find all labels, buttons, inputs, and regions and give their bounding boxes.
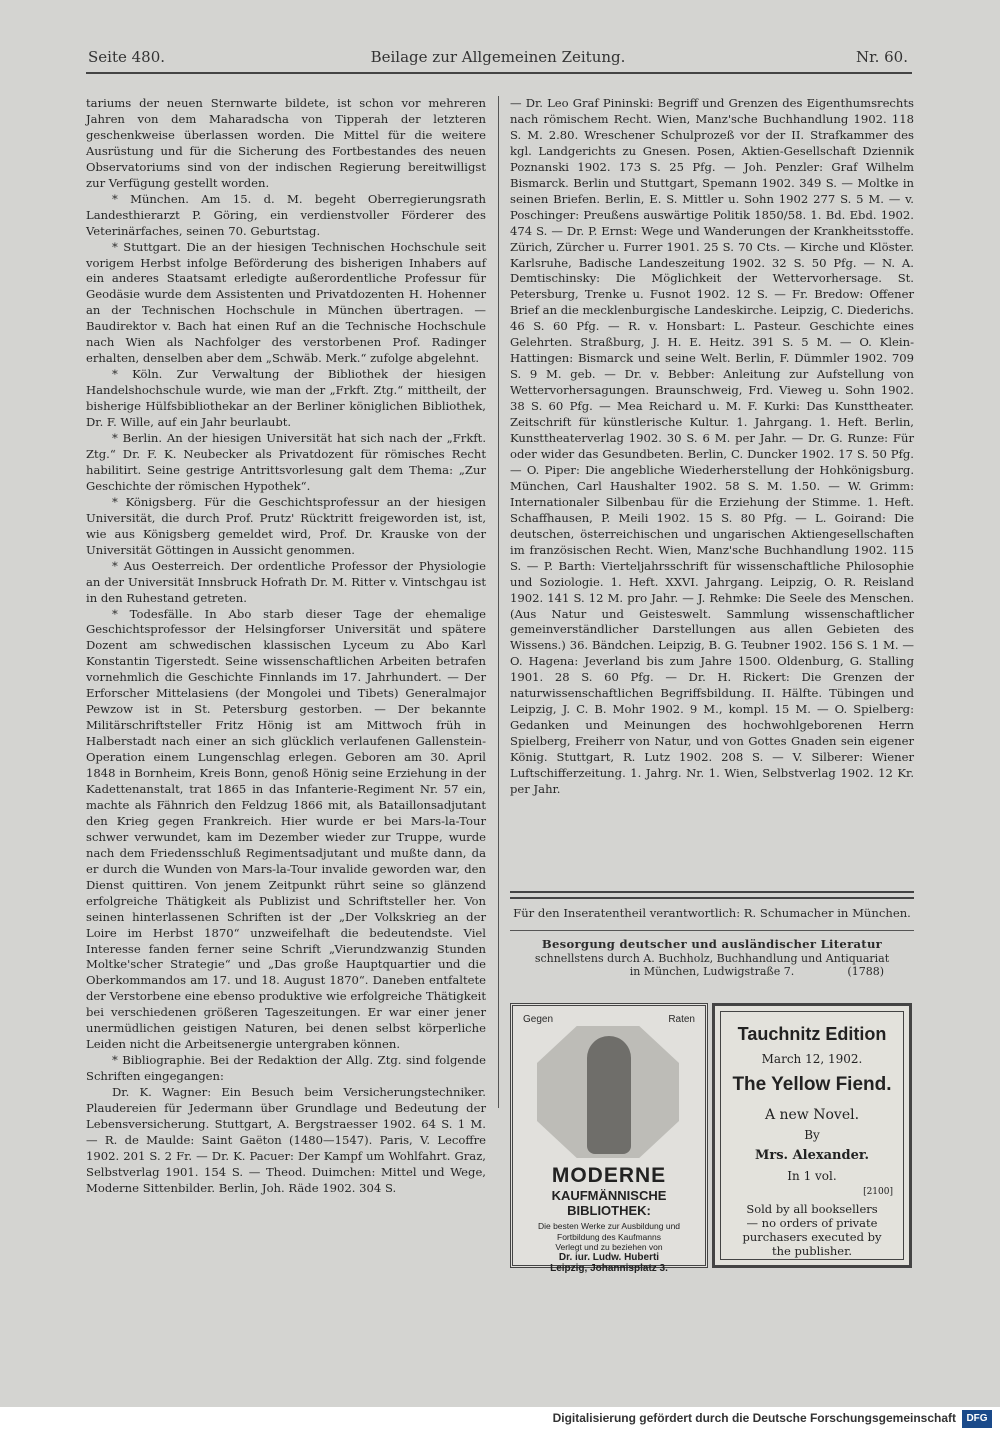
right-column bbox=[510, 96, 914, 798]
bookseller-line: schnellstens durch A. Buchholz, Buchhandlung und Antiquariat bbox=[534, 951, 890, 965]
paragraph: * Berlin. An der hiesigen Universität hat sich nach der „Frkft. Ztg.“ Dr. F. K. Neubecker als Privatdozent für römisches Recht habilitirt. Seine gestrige Antrittsvorlesung galt dem Thema: „Zur Geschichte der römischen Hypothek“. bbox=[86, 431, 486, 493]
ad-sold-line: — no orders of private bbox=[746, 1216, 878, 1230]
funding-footer bbox=[0, 1407, 1000, 1433]
dfg-logo-icon: DFG bbox=[962, 1410, 992, 1428]
issue-number: Nr. 60. bbox=[855, 48, 908, 66]
page-header bbox=[88, 44, 908, 70]
paragraph: * München. Am 15. d. M. begeht Oberregierungsrath Landesthierarzt P. Göring, ein verdienstvoller Förderer des Veterinärfaches, seinen 70. Geburtstag. bbox=[86, 191, 486, 238]
paragraph-bibliography: * Bibliographie. Bei der Redaktion der Allg. Ztg. sind folgende Schriften eingegangen: bbox=[86, 1053, 486, 1084]
ad-inner-frame bbox=[720, 1011, 904, 1260]
ad-sold-line: the publisher. bbox=[772, 1244, 852, 1258]
advertisement-bibliothek bbox=[510, 1003, 708, 1274]
paragraph: — Dr. Leo Graf Pininski: Begriff und Grenzen des Eigenthumsrechts nach römischem Recht. Wien, Manz'sche Buchhandlung 1902. 118 S. M. 2.80. Wreschener Schulprozeß vor der II. Strafkammer des kgl. Landgerichts zu Gnesen. Posen, Aktien-Gesellschaft Dziennik Poznanski 1902. 173 S. 25 Pfg. — Joh. Penzler: Graf Wilhelm Bismarck. Berlin und Stuttgart, Spemann 1902. 349 S. — Moltke in seinen Briefen. Berlin, E. S. Mittler u. Sohn 1902 277 S. 5 M. — v. Poschinger: Preußens auswärtige Politik 1850/58. 1. Bd. Ebd. 1902. 474 S. — Dr. P. Ernst: Wege und Wanderungen der Krankheitsstoffe. Zürich, Zürcher u. Furrer 1901. 25 S. 70 Cts. — Kirche und Klöster. Karlsruhe, Badische Landeszeitung 1902. 32 S. 50 Pfg. — N. A. Demtischinsky: Die Möglichkeit der Wettervorhersage. St. Petersburg, Trenke u. Fusnot 1902. 12 S. — Fr. Bredow: Offener Brief an die mecklenburgische Landeskirche. Leipzig, C. Diederichs. 46 S. 60 Pfg. — R. v. Honsbart: L. Pasteur. Geschichte eines Gelehrten. Straßburg, J. H. E. Heitz. 391 S. 5 M. — O. Klein-Hattingen: Bismarck und seine Welt. Berlin, F. Dümmler 1902. 709 S. 9 M. geb. — Dr. v. Bebber: Anleitung zur Aufstellung von Wettervorhersagungen. Braunschweig, Frd. Vieweg u. Sohn 1902. 38 S. 60 Pfg. — Mea Reichard u. M. F. Kurki: Das Kunsttheater. Zeitschrift für künstlerische Kultur. 1. Jahrgang. 1. Heft. Berlin, Kunsttheaterverlag 1902. 30 S. 6 M. per Jahr. — Dr. G. Runze: Für oder wider das Gesundbeten. Berlin, C. Duncker 1902. 17 S. 50 Pfg. — O. Piper: Die angebliche Wiederherstellung der Hohkönigsburg. München, Carl Haushalter 1902. 58 S. M. 1.50. — W. Grimm: Internationaler Silbenbau für die Erziehung der Stimme. 1. Heft. Schaffhausen, P. Meili 1902. 15 S. 80 Pfg. — L. Goirand: Die deutschen, österreichischen und ungarischen Aktiengesellschaften im französischen Recht. Wien, Manz'sche Buchhandlung 1902. 115 S. — P. Barth: Vierteljahrsschrift für wissenschaftliche Philosophie und Soziologie. 1. Heft. XXVI. Jahrgang. Leipzig, O. R. Reisland 1902. 141 S. 12 M. pro Jahr. — J. Rehmke: Die Seele des Menschen. (Aus Natur und Geisteswelt. Sammlung wissenschaftlicher gemeinverständlicher Darstellungen aus allen Gebieten des Wissens.) 36. Bändchen. Leipzig, B. G. Teubner 1902. 156 S. 1 M. — O. Hagena: Jeverland bis zum Jahre 1500. Oldenburg, G. Stalling 1901. 28 S. 60 Pfg. — Dr. H. Rickert: Die Grenzen der naturwissenschaftlichen Begriffsbildung. II. Hälfte. Tübingen und Leipzig, J. C. B. Mohr 1902. 9 M., kompl. 15 M. — O. Spielberg: Gedanken und Meinungen des hochwohlgeborenen Herrn Spielberg, Freiherr von Natur, und von Gottes Gnaden sein eigener König. Stuttgart, R. Lutz 1902. 208 S. — V. Silberer: Wiener Luftschifferzeitung. 1. Jahrg. Nr. 1. Wien, Selbstverlag 1902. 12 Kr. per Jahr. bbox=[510, 96, 914, 796]
advertisement-tauchnitz bbox=[712, 1003, 912, 1268]
ad-subtitle-line: BIBLIOTHEK: bbox=[567, 1203, 651, 1218]
left-column bbox=[86, 96, 486, 1197]
ad-volume: In 1 vol. bbox=[787, 1169, 837, 1183]
notice-number: (1788) bbox=[847, 965, 884, 978]
ad-corner-right: Raten bbox=[668, 1014, 695, 1025]
bookseller-address: in München, Ludwigstraße 7. bbox=[629, 965, 795, 978]
imprint-line: Für den Inseratentheil verantwortlich: R. Schumacher in München. bbox=[513, 906, 911, 920]
ad-novel: A new Novel. bbox=[764, 1107, 860, 1123]
bookseller-notice bbox=[510, 938, 914, 979]
ad-author: Mrs. Alexander. bbox=[754, 1148, 870, 1163]
page-number: Seite 480. bbox=[88, 48, 166, 66]
publisher-name: Dr. iur. Ludw. Huberti bbox=[558, 1252, 660, 1263]
paragraph: * Stuttgart. Die an der hiesigen Technischen Hochschule seit vorigem Herbst infolge Beförderung des bisherigen Inhabers auf ein anderes Staatsamt erledigte außerordentliche Professur für Geodäsie wurde dem Assistenten und Privatdozenten H. Hohenner an der Technischen Hochschule in München übertragen. — Baudirektor v. Bach hat einen Ruf an die Technische Hochschule nach Wien als Nachfolger des verstorbenen Prof. Radinger erhalten, denselben aber dem „Schwäb. Merk.“ zufolge abgelehnt. bbox=[86, 239, 486, 366]
paragraph: tariums der neuen Sternwarte bildete, ist schon vor mehreren Jahren von dem Maharadscha von Tipperah der letzteren geschenkweise überlassen worden. Die Mittel für die weitere Ausrüstung und für die Sicherung des Fortbestandes des neuen Observatoriums sind von der indischen Regierung bereitwilligst zur Verfügung gestellt worden. bbox=[86, 96, 486, 190]
publication-title: Beilage zur Allgemeinen Zeitung. bbox=[370, 48, 626, 66]
funding-text: Digitalisierung gefördert durch die Deutsche Forschungsgemeinschaft bbox=[552, 1411, 956, 1425]
ad-by: By bbox=[804, 1128, 820, 1142]
ad-sold-line: purchasers executed by bbox=[742, 1230, 882, 1244]
column-divider bbox=[498, 96, 499, 1108]
header-rule bbox=[86, 72, 912, 74]
mercury-figure-icon bbox=[587, 1036, 631, 1154]
paragraph: * Königsberg. Für die Geschichtsprofessur an der hiesigen Universität, die durch Prof. Prutz' Rücktritt freigeworden ist, ist, wie aus Königsberg gemeldet wird, Prof. Dr. Krauske von der Universität Göttingen in Aussicht genommen. bbox=[86, 494, 486, 557]
publisher-lead: Verlegt und zu beziehen von bbox=[555, 1242, 663, 1252]
double-rule bbox=[510, 891, 914, 899]
ad-subtitle bbox=[513, 1188, 705, 1218]
divider bbox=[510, 930, 914, 931]
ad-title: Tauchnitz Edition bbox=[737, 1024, 887, 1044]
ad-book-title: The Yellow Fiend. bbox=[732, 1074, 892, 1095]
ad-date: March 12, 1902. bbox=[761, 1052, 863, 1066]
paragraph-obituaries: * Todesfälle. In Abo starb dieser Tage der ehemalige Geschichtsprofessor der Helsingforser Universität und spätere Dozent am schwedischen klassischen Lyceum zu Abo Karl Konstantin Tigerstedt. Seine wissenschaftlichen Arbeiten betrafen vornehmlich die Geschichte Finnlands im 17. Jahrhundert. — Der Erforscher Mittelasiens (der Mongolei und Tibets) Generalmajor Pewzow ist in St. Petersburg gestorben. — Der bekannte Militärschriftsteller Fritz Hönig ist am Mittwoch früh in Halberstadt nach einer an sich glücklich verlaufenen Gallenstein-Operation einem Lungenschlag erlegen. Geboren am 30. April 1848 in Bornheim, Kreis Bonn, genoß Hönig seine Erziehung in der Kadettenanstalt, trat 1865 in das Infanterie-Regiment Nr. 57 ein, machte als Fähnrich den Feldzug 1866 mit, als Bataillonsadjutant den Krieg gegen Frankreich. Hier wurde er bei Mars-la-Tour schwer verwundet, kam im Dezember wieder zur Truppe, wurde nach dem Friedensschluß Regimentsadjutant und mußte dann, da er durch die Wunden von Mars-la-Tour invalide geworden war, den Dienst quittiren. Von jenem Zeitpunkt rührt seine so glänzend erfolgreiche Thätigkeit als Publizist und Schriftsteller her. Von seinen hinterlassenen Schriften ist der „Der Volkskrieg an der Loire im Herbst 1870“ unzweifelhaft die bedeutendste. Viel Interesse fanden ferner seine Schrift „Vierundzwanzig Stunden Moltke'scher Strategie“ und „Das große Hauptquartier und die Oberkommandos am 17. und 18. August 1870“. Daneben entfaltete der Verstorbene eine ebenso produktive wie erfolgreiche Thätigkeit bei verschiedenen größeren Tageszeitungen. Er war einer jener unermüdlichen geistigen Naturen, bei denen selbst körperliche Leiden nicht die Arbeitsenergie untergraben können. bbox=[86, 606, 486, 1052]
publisher-address: Leipzig, Johannisplatz 3. bbox=[550, 1263, 668, 1274]
ad-corner-left: Gegen bbox=[523, 1014, 554, 1025]
ad-title: MODERNE bbox=[551, 1164, 667, 1187]
ad-publisher bbox=[513, 1242, 705, 1274]
paragraph: * Köln. Zur Verwaltung der Bibliothek der hiesigen Handelshochschule wurde, wie man der „Frkft. Ztg.“ mittheilt, der bisherige Hülfsbibliothekar an der Berliner königlichen Bibliothek, Dr. F. Wille, auf ein Jahr beurlaubt. bbox=[86, 367, 486, 430]
bookseller-title: Besorgung deutscher und ausländischer Literatur bbox=[541, 937, 883, 951]
ad-sold-line: Sold by all booksellers bbox=[746, 1202, 878, 1216]
ad-description: Die besten Werke zur Ausbildung und Fortbildung des Kaufmanns bbox=[537, 1221, 681, 1242]
paragraph: Dr. K. Wagner: Ein Besuch beim Versicherungstechniker. Plaudereien für Jedermann über Grundlage und Bedeutung der Lebensversicherung. Stuttgart, A. Bergstraesser 1902. 64 S. 1 M. — R. de Maulde: Saint Gaëton (1480—1547). Paris, V. Lecoffre 1902. 201 S. 2 Fr. — Dr. K. Pacuer: Der Kampf um Wohlfahrt. Graz, Selbstverlag 1901. 154 S. — Theod. Duimchen: Mittel und Wege, Moderne Sittenbilder. Berlin, Joh. Räde 1902. 304 S. bbox=[86, 1085, 486, 1195]
ad-subtitle-line: KAUFMÄNNISCHE bbox=[551, 1188, 667, 1203]
ad-number: [2100] bbox=[863, 1187, 893, 1197]
paragraph: * Aus Oesterreich. Der ordentliche Professor der Physiologie an der Universität Innsbruck Hofrath Dr. M. Ritter v. Vintschgau ist in den Ruhestand getreten. bbox=[86, 558, 486, 605]
